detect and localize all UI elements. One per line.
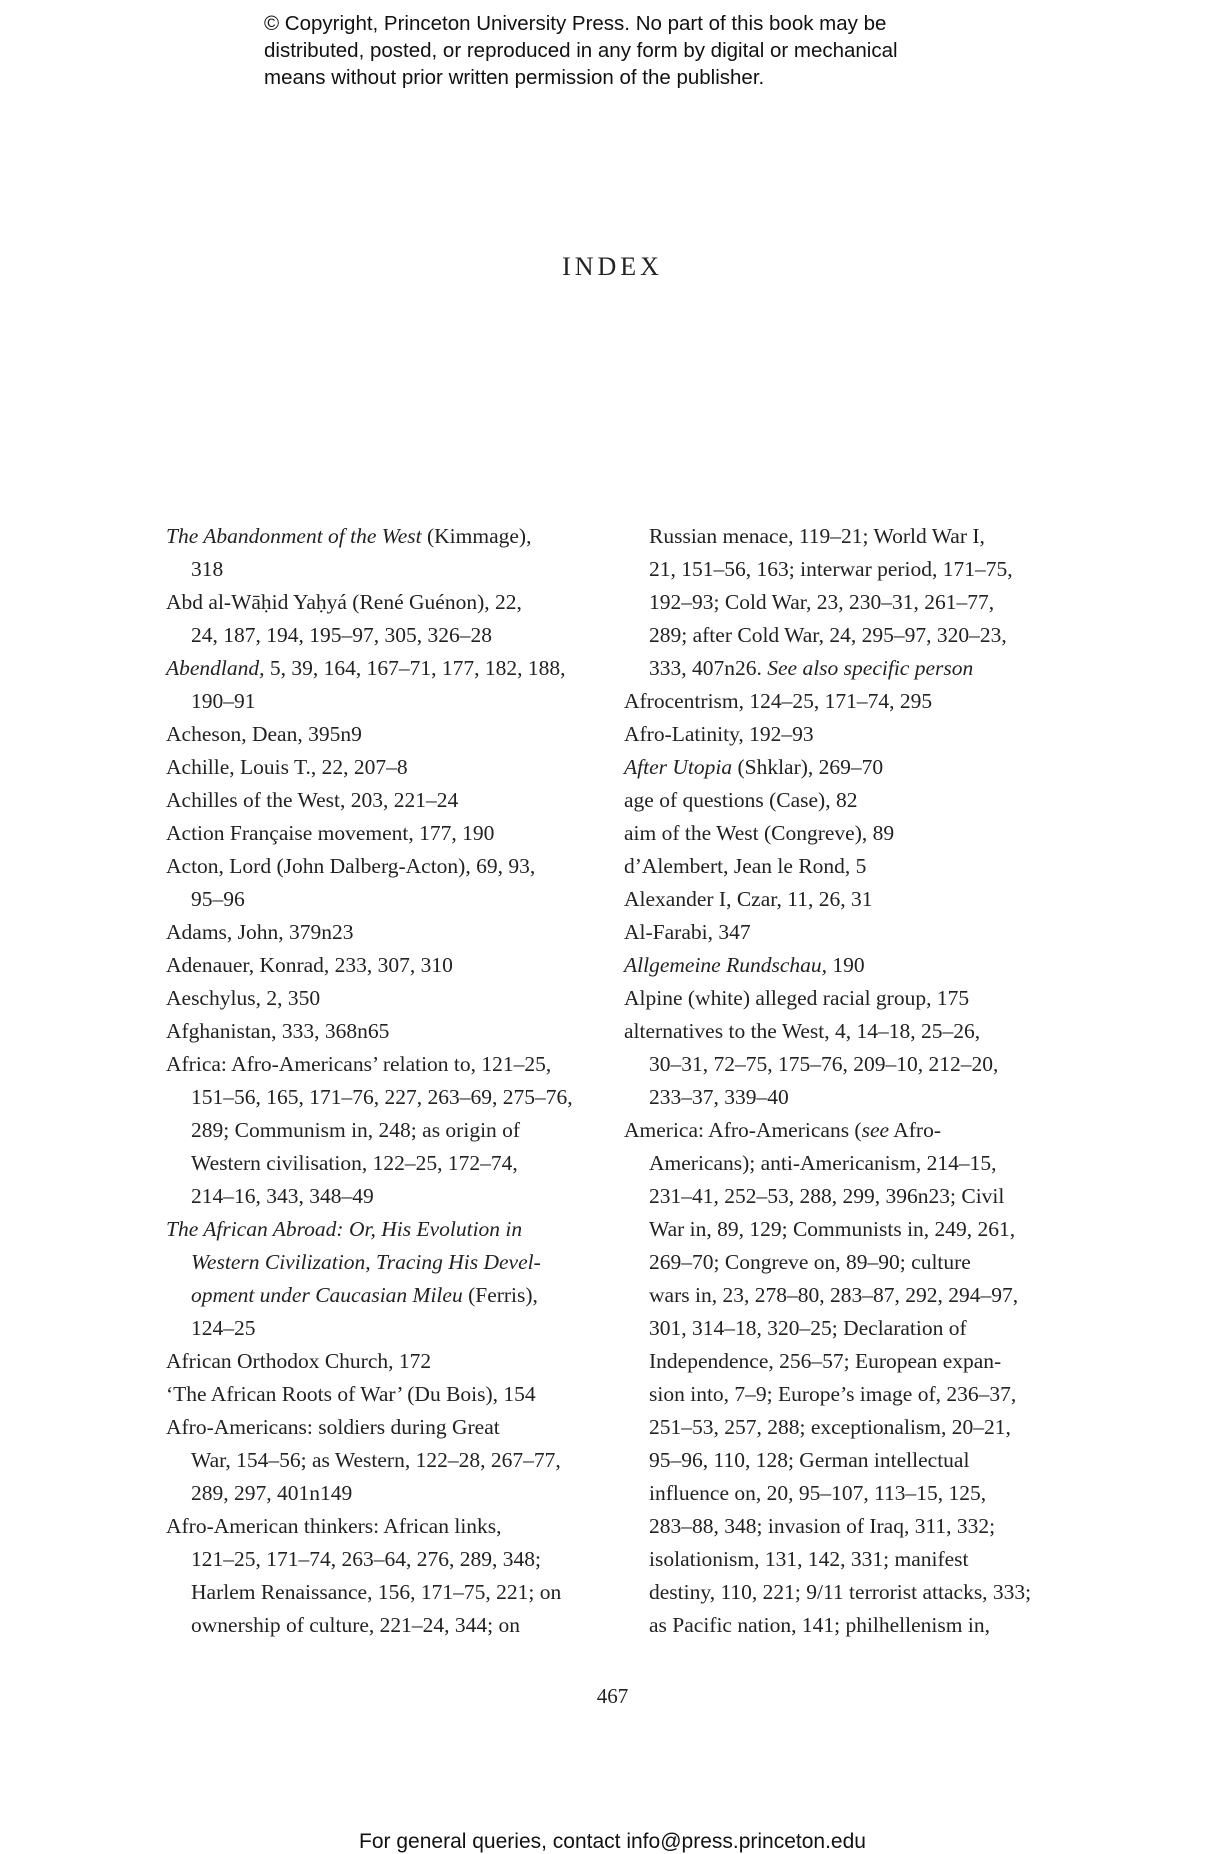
index-entry-continuation: 24, 187, 194, 195–97, 305, 326–28 xyxy=(191,623,492,647)
index-entry-heading: Afghanistan, 333, 368n65 xyxy=(166,1019,390,1043)
index-entry xyxy=(166,520,586,586)
index-entry xyxy=(166,949,586,982)
copyright-line: © Copyright, Princeton University Press. No part of this book may be xyxy=(264,12,887,35)
index-entry xyxy=(624,883,1044,916)
index-entry xyxy=(624,982,1044,1015)
index-entry-continuation: 21, 151–56, 163; interwar period, 171–75, xyxy=(649,557,1013,581)
index-entry-heading: Adenauer, Konrad, 233, 307, 310 xyxy=(166,953,453,977)
index-entry xyxy=(166,1048,586,1213)
index-entry-continuation: 318 xyxy=(191,557,224,581)
footer-contact: For general queries, contact info@press.princeton.edu xyxy=(359,1830,866,1853)
index-entry-heading: aim of the West (Congreve), 89 xyxy=(624,821,895,845)
index-entry xyxy=(624,817,1044,850)
index-entry-continuation: ownership of culture, 221–24, 344; on xyxy=(191,1613,521,1637)
index-entry-continuation: 333, 407n26. See also specific person xyxy=(649,656,974,680)
index-entry-heading: Abd al-Wāḥid Yaḥyá (René Guénon), 22, xyxy=(166,590,522,614)
copyright-notice xyxy=(264,10,1024,91)
index-entry xyxy=(166,817,586,850)
index-entry-heading: d’Alembert, Jean le Rond, 5 xyxy=(624,854,867,878)
index-entry xyxy=(624,718,1044,751)
index-entry-continuation: Harlem Renaissance, 156, 171–75, 221; on xyxy=(191,1580,562,1604)
index-entry-heading: Aeschylus, 2, 350 xyxy=(166,986,321,1010)
index-entry-heading: Action Française movement, 177, 190 xyxy=(166,821,495,845)
index-entry xyxy=(166,718,586,751)
index-entry-continuation: War, 154–56; as Western, 122–28, 267–77, xyxy=(191,1448,561,1472)
index-entry-continuation: as Pacific nation, 141; philhellenism in, xyxy=(649,1613,990,1637)
copyright-line: means without prior written permission of the publisher. xyxy=(264,66,765,89)
index-entry-heading: The African Abroad: Or, His Evolution in xyxy=(166,1217,523,1241)
index-entry-continuation: 301, 314–18, 320–25; Declaration of xyxy=(649,1316,967,1340)
index-entry-heading: Afro-Latinity, 192–93 xyxy=(624,722,814,746)
index-entry-continuation: 151–56, 165, 171–76, 227, 263–69, 275–76, xyxy=(191,1085,573,1109)
index-entry xyxy=(166,784,586,817)
index-entry-continuation: 192–93; Cold War, 23, 230–31, 261–77, xyxy=(649,590,995,614)
index-entry xyxy=(624,949,1044,982)
index-entry-continuation: 289; Communism in, 248; as origin of xyxy=(191,1118,521,1142)
index-entry xyxy=(624,916,1044,949)
copyright-line: distributed, posted, or reproduced in any form by digital or mechanical xyxy=(264,39,898,62)
index-entry-heading: Africa: Afro-Americans’ relation to, 121–25, xyxy=(166,1052,552,1076)
index-entry-heading: Abendland, 5, 39, 164, 167–71, 177, 182, 188, xyxy=(166,656,566,680)
index-entry-heading: ‘The African Roots of War’ (Du Bois), 154 xyxy=(166,1382,536,1406)
index-entry-continuation: 121–25, 171–74, 263–64, 276, 289, 348; xyxy=(191,1547,541,1571)
index-entry xyxy=(624,784,1044,817)
index-entry xyxy=(166,1015,586,1048)
index-entry-continuation: 30–31, 72–75, 175–76, 209–10, 212–20, xyxy=(649,1052,999,1076)
index-entry xyxy=(166,850,586,916)
index-entry-continuation: 289, 297, 401n149 xyxy=(191,1481,353,1505)
index-entry-heading: Alexander I, Czar, 11, 26, 31 xyxy=(624,887,873,911)
index-entry-continuation: destiny, 110, 221; 9/11 terrorist attacks, 333; xyxy=(649,1580,1032,1604)
index-entry xyxy=(624,850,1044,883)
index-entry-heading: Achille, Louis T., 22, 207–8 xyxy=(166,755,408,779)
index-entry-heading: Al-Farabi, 347 xyxy=(624,920,751,944)
index-entry xyxy=(166,1345,586,1378)
index-entry-continuation: 269–70; Congreve on, 89–90; culture xyxy=(649,1250,971,1274)
index-entry-continuation: Western Civilization, Tracing His Devel- xyxy=(191,1250,541,1274)
index-entry-heading: Achilles of the West, 203, 221–24 xyxy=(166,788,459,812)
index-entry-heading: Alpine (white) alleged racial group, 175 xyxy=(624,986,970,1010)
index-entry-continuation: wars in, 23, 278–80, 283–87, 292, 294–97, xyxy=(649,1283,1019,1307)
index-entry-heading: African Orthodox Church, 172 xyxy=(166,1349,432,1373)
index-entry-heading: America: Afro-Americans (see Afro- xyxy=(624,1118,941,1142)
index-entry xyxy=(624,1114,1044,1642)
index-entry-continuation: 95–96, 110, 128; German intellectual xyxy=(649,1448,970,1472)
index-entry-continuation: 289; after Cold War, 24, 295–97, 320–23, xyxy=(649,623,1007,647)
index-entry xyxy=(624,520,1044,685)
index-entry-continuation: 124–25 xyxy=(191,1316,256,1340)
index-entry xyxy=(166,982,586,1015)
index-entry xyxy=(166,1510,586,1642)
index-entry-heading: The Abandonment of the West (Kimmage), xyxy=(166,524,532,548)
index-entry-continuation: 231–41, 252–53, 288, 299, 396n23; Civil xyxy=(649,1184,1005,1208)
index-entry-continuation: sion into, 7–9; Europe’s image of, 236–37, xyxy=(649,1382,1017,1406)
page-number: 467 xyxy=(596,1684,629,1708)
index-entry-heading: alternatives to the West, 4, 14–18, 25–26, xyxy=(624,1019,981,1043)
index-entry-continuation: Americans); anti-Americanism, 214–15, xyxy=(649,1151,997,1175)
index-entry xyxy=(166,1213,586,1345)
index-entry-continuation: 190–91 xyxy=(191,689,256,713)
page-title: INDEX xyxy=(562,252,663,281)
index-entry-continuation: Independence, 256–57; European expan- xyxy=(649,1349,1002,1373)
index-entry-continuation: isolationism, 131, 142, 331; manifest xyxy=(649,1547,969,1571)
index-entry xyxy=(624,751,1044,784)
index-column-left xyxy=(166,520,586,1642)
index-entry-continuation: 233–37, 339–40 xyxy=(649,1085,789,1109)
index-entry-heading: After Utopia (Shklar), 269–70 xyxy=(624,755,884,779)
index-entry-continuation: 251–53, 257, 288; exceptionalism, 20–21, xyxy=(649,1415,1011,1439)
index-entry-continuation: 283–88, 348; invasion of Iraq, 311, 332; xyxy=(649,1514,996,1538)
index-entry xyxy=(166,1378,586,1411)
index-entry-heading: Adams, John, 379n23 xyxy=(166,920,354,944)
index-entry xyxy=(166,1411,586,1510)
index-entry-continuation: War in, 89, 129; Communists in, 249, 261, xyxy=(649,1217,1016,1241)
index-entry-continuation: Russian menace, 119–21; World War I, xyxy=(649,524,985,548)
index-entry-continuation: 214–16, 343, 348–49 xyxy=(191,1184,374,1208)
index-entry xyxy=(166,586,586,652)
index-entry-heading: Afro-Americans: soldiers during Great xyxy=(166,1415,500,1439)
index-entry-heading: Afro-American thinkers: African links, xyxy=(166,1514,502,1538)
index-entry-heading: age of questions (Case), 82 xyxy=(624,788,858,812)
index-entry xyxy=(624,1015,1044,1114)
index-entry-continuation: influence on, 20, 95–107, 113–15, 125, xyxy=(649,1481,987,1505)
index-entry xyxy=(166,652,586,718)
index-entry-continuation: opment under Caucasian Mileu (Ferris), xyxy=(191,1283,538,1307)
index-entry-continuation: 95–96 xyxy=(191,887,245,911)
index-entry xyxy=(166,751,586,784)
index-entry-heading: Acton, Lord (John Dalberg-Acton), 69, 93, xyxy=(166,854,536,878)
index-entry-heading: Allgemeine Rundschau, 190 xyxy=(624,953,865,977)
index-entry-heading: Afrocentrism, 124–25, 171–74, 295 xyxy=(624,689,933,713)
index-entry-continuation: Western civilisation, 122–25, 172–74, xyxy=(191,1151,518,1175)
index-entry xyxy=(166,916,586,949)
index-entry-heading: Acheson, Dean, 395n9 xyxy=(166,722,362,746)
index-column-right xyxy=(624,520,1044,1642)
index-entry xyxy=(624,685,1044,718)
